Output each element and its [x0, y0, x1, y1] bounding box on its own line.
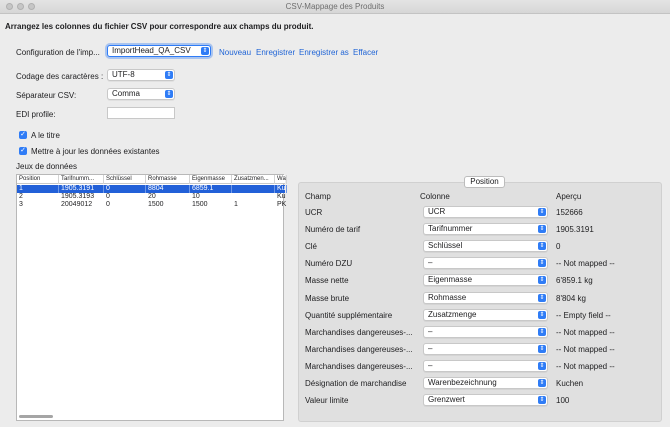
mapping-preview-value: 8'804 kg: [556, 294, 586, 303]
datasets-label: Jeux de données: [16, 162, 77, 171]
separator-value: Comma: [112, 89, 141, 98]
encoding-label: Codage des caractères :: [16, 72, 104, 81]
save-config-link[interactable]: Enregistrer: [256, 48, 296, 57]
new-config-link[interactable]: Nouveau: [219, 48, 252, 57]
mapping-column-select[interactable]: [423, 377, 548, 389]
cell: 20: [148, 193, 156, 200]
table-row[interactable]: [17, 185, 285, 193]
mapping-column-select[interactable]: [423, 360, 548, 372]
mapping-preview-value: Kuchen: [556, 379, 584, 388]
config-select[interactable]: [107, 45, 211, 57]
chevron-updown-icon: ⇕: [539, 329, 545, 335]
window-title: CSV-Mappage des Produits: [285, 2, 385, 11]
encoding-value: UTF-8: [112, 70, 135, 79]
save-as-config-link[interactable]: Enregistrer as: [299, 48, 349, 57]
mapping-field-label: Marchandises dangereuses-...: [305, 362, 413, 371]
chevron-updown-icon: ⇕: [539, 380, 545, 386]
chevron-updown-icon: ⇕: [539, 209, 545, 215]
cell: [232, 185, 275, 193]
chevron-updown-icon: ⇕: [539, 397, 545, 403]
mapping-field-label: Masse brute: [305, 294, 350, 303]
cell: [232, 193, 275, 201]
mapping-field-label: Clé: [305, 242, 318, 251]
mapping-column-value: –: [428, 258, 433, 267]
chevron-updown-icon: ⇕: [539, 312, 545, 318]
mapping-preview-value: -- Not mapped --: [556, 362, 615, 371]
update-existing-label: Mettre à jour les données existantes: [31, 147, 160, 156]
cell: 3: [19, 201, 23, 208]
mapping-preview-value: 0: [556, 242, 561, 251]
column-header-schluessel[interactable]: Schlüssel: [104, 175, 146, 184]
mapping-column-value: Warenbezeichnung: [428, 378, 497, 387]
chevron-updown-icon: ⇕: [166, 72, 172, 78]
chevron-updown-icon: ⇕: [539, 260, 545, 266]
has-title-checkbox[interactable]: ✓: [20, 131, 26, 138]
column-header-position[interactable]: Position: [17, 175, 59, 184]
mapping-field-label: Marchandises dangereuses-...: [305, 328, 413, 337]
table-row[interactable]: [17, 193, 285, 201]
mapping-column-select[interactable]: [423, 326, 548, 338]
separator-select[interactable]: [107, 88, 175, 100]
cell: 10: [192, 193, 200, 200]
mapping-column-select[interactable]: [423, 206, 548, 218]
edi-profile-field[interactable]: [107, 107, 175, 119]
column-header-warenbezeichnung[interactable]: Wa: [277, 176, 286, 182]
cell: 8804: [146, 185, 190, 193]
mapping-column-select[interactable]: [423, 394, 548, 406]
mapping-preview-value: 100: [556, 396, 570, 405]
mapping-field-label: Marchandises dangereuses-...: [305, 345, 413, 354]
cell: 1905.3193: [61, 193, 95, 200]
chevron-updown-icon: ⇕: [539, 295, 545, 301]
cell: 1: [17, 185, 59, 193]
mapping-column-value: UCR: [428, 207, 446, 216]
cell: 1500: [148, 201, 164, 208]
mapping-column-value: –: [428, 361, 433, 370]
cell: Ku: [277, 185, 286, 192]
tab-position[interactable]: Position: [464, 176, 505, 188]
mapping-column-value: Rohmasse: [428, 293, 467, 302]
mapping-column-value: Grenzwert: [428, 395, 465, 404]
column-header-eigenmasse[interactable]: Eigenmasse: [190, 175, 232, 184]
column-header-rohmasse[interactable]: Rohmasse: [146, 175, 190, 184]
mapping-column-value: Schlüssel: [428, 241, 463, 250]
mapping-preview-value: 1905.3191: [556, 225, 594, 234]
has-title-label: A le titre: [31, 131, 60, 140]
instruction-heading: Arrangez les colonnes du fichier CSV pour correspondre aux champs du produit.: [5, 22, 314, 31]
mapping-column-value: –: [428, 344, 433, 353]
title-bar[interactable]: [0, 0, 670, 14]
edi-profile-label: EDI profile:: [16, 110, 56, 119]
mapping-field-label: Masse nette: [305, 276, 349, 285]
update-existing-checkbox[interactable]: ✓: [20, 147, 26, 154]
config-label: Configuration de l'imp...: [16, 48, 100, 57]
chevron-updown-icon: ⇕: [166, 91, 172, 97]
cell: 6859.1: [190, 185, 232, 193]
mapping-column-select[interactable]: [423, 274, 548, 286]
mapping-column-value: –: [428, 327, 433, 336]
chevron-updown-icon: ⇕: [539, 277, 545, 283]
mapping-preview-value: 152666: [556, 208, 583, 217]
mapping-field-label: Numéro de tarif: [305, 225, 361, 234]
mapping-column-select[interactable]: [423, 343, 548, 355]
cell: 20049012: [61, 201, 93, 208]
chevron-updown-icon: ⇕: [539, 226, 545, 232]
mapping-preview-value: -- Not mapped --: [556, 328, 615, 337]
mapping-column-value: Zusatzmenge: [428, 310, 477, 319]
column-header-zusatzmenge[interactable]: Zusatzmen...: [232, 175, 275, 184]
mapping-column-select[interactable]: [423, 257, 548, 269]
mapping-field-label: UCR: [305, 208, 323, 217]
chevron-updown-icon: ⇕: [539, 363, 545, 369]
encoding-select[interactable]: [107, 69, 175, 81]
mapping-preview-value: -- Not mapped --: [556, 345, 615, 354]
table-row[interactable]: [17, 201, 285, 209]
mapping-column-select[interactable]: [423, 240, 548, 252]
delete-config-link[interactable]: Effacer: [353, 48, 379, 57]
datasets-table-header: [17, 175, 285, 184]
mapping-field-label: Valeur limite: [305, 396, 349, 405]
cell: 0: [106, 201, 110, 208]
column-column-header: Colonne: [420, 192, 450, 201]
mapping-preview-value: 6'859.1 kg: [556, 276, 593, 285]
cell: 0: [106, 193, 110, 200]
mapping-column-select[interactable]: [423, 292, 548, 304]
column-header-tarifnummer[interactable]: Tarifnumm...: [59, 175, 104, 184]
config-value: ImportHead_QA_CSV: [112, 46, 191, 55]
mapping-field-label: Quantité supplémentaire: [305, 311, 393, 320]
mapping-field-label: Numéro DZU: [305, 259, 353, 268]
datasets-table[interactable]: [16, 174, 287, 421]
mapping-column-select[interactable]: [423, 309, 548, 321]
horizontal-scrollbar[interactable]: [19, 415, 53, 418]
cell: 1: [234, 201, 238, 208]
cell: Ku: [277, 193, 286, 200]
chevron-updown-icon: ⇕: [539, 346, 545, 352]
chevron-updown-icon: ⇕: [202, 48, 208, 54]
field-column-header: Champ: [305, 192, 331, 201]
cell: 2: [19, 193, 23, 200]
separator-label: Séparateur CSV:: [16, 91, 77, 100]
mapping-column-value: Tarifnummer: [428, 224, 473, 233]
mapping-column-select[interactable]: [423, 223, 548, 235]
cell: 0: [104, 185, 146, 193]
cell: 1905.3191: [59, 185, 104, 193]
mapping-preview-value: -- Not mapped --: [556, 259, 615, 268]
mapping-column-value: Eigenmasse: [428, 275, 473, 284]
mapping-preview-value: -- Empty field --: [556, 311, 611, 320]
chevron-updown-icon: ⇕: [539, 243, 545, 249]
cell: 1500: [192, 201, 208, 208]
preview-column-header: Aperçu: [556, 192, 582, 201]
mapping-field-label: Désignation de marchandise: [305, 379, 407, 388]
cell: PK: [277, 201, 287, 208]
